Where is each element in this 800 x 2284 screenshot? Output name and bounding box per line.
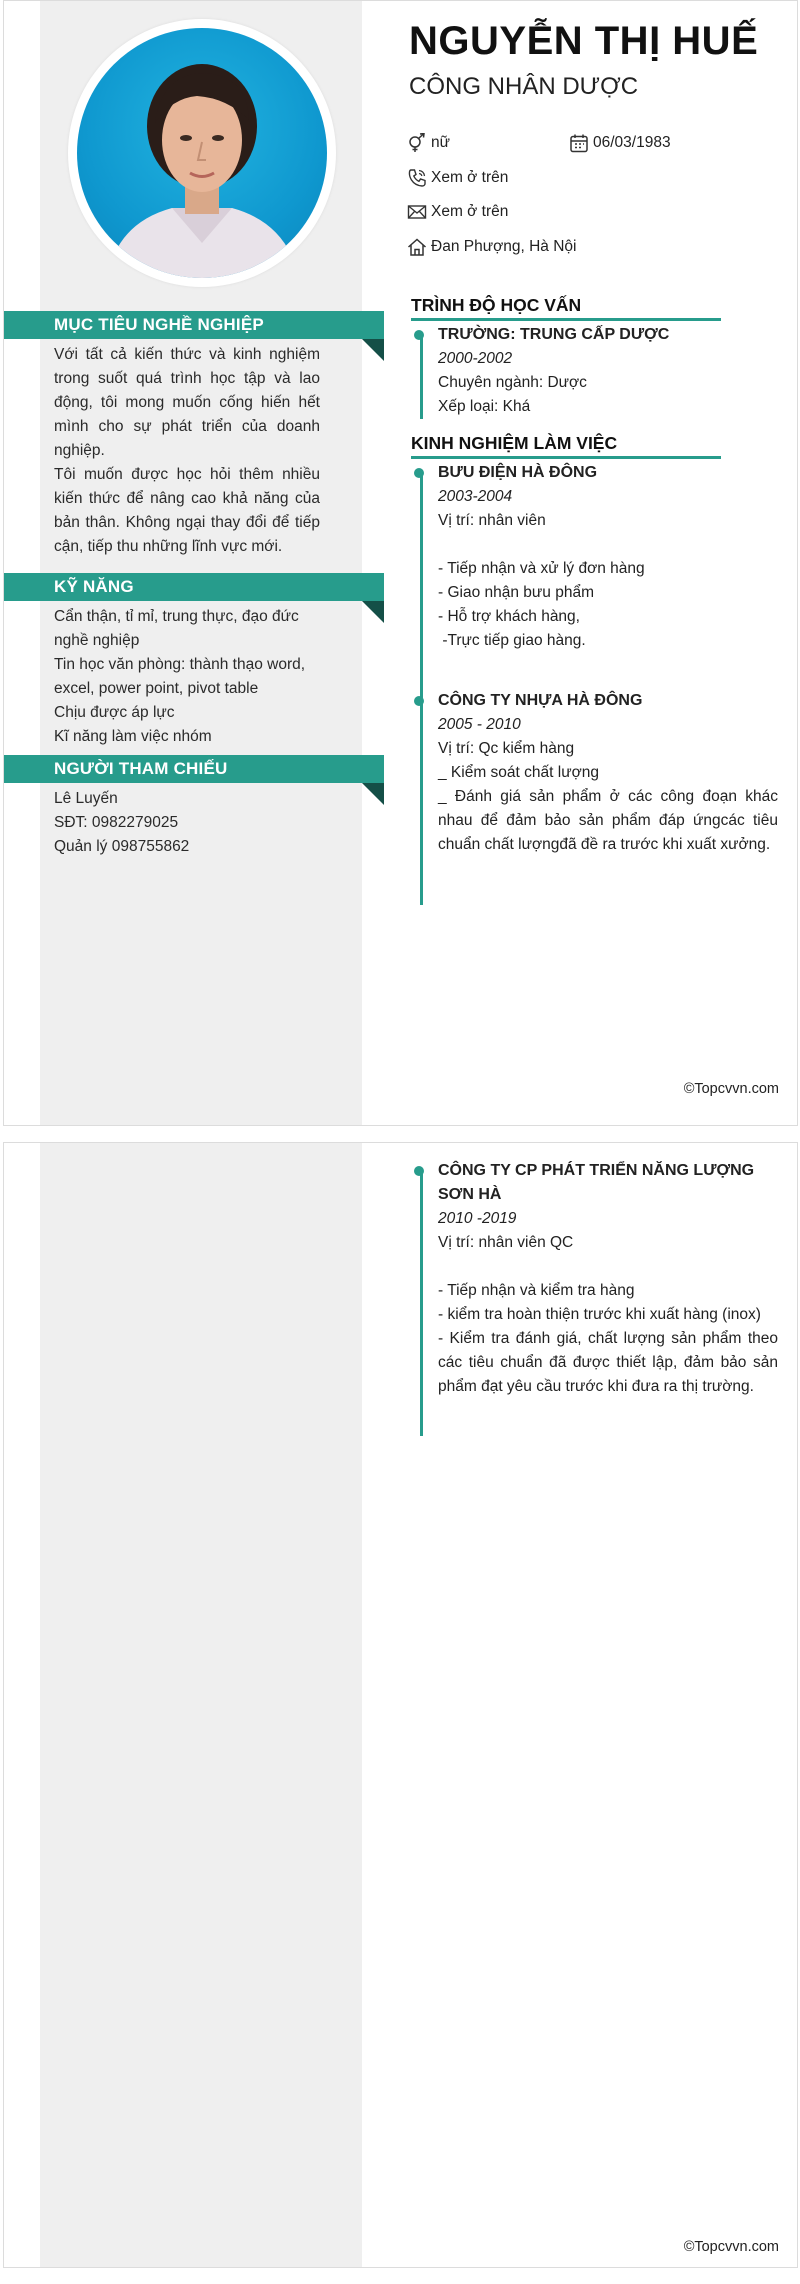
heading-fold [362,339,384,361]
skill-item: Chịu được áp lực [54,704,175,721]
education-period: 2000-2002 [438,350,513,367]
skill-item: Kĩ năng làm việc nhóm [54,728,212,745]
calendar-icon [569,133,589,153]
address-value: Đan Phượng, Hà Nội [431,238,577,255]
footer-watermark: ©Topcvvn.com [683,2239,779,2255]
experience-line: - kiểm tra hoàn thiện trước khi xuất hàng (inox) [438,1306,761,1323]
experience-period: 2005 - 2010 [438,716,521,733]
gender-icon [407,133,427,153]
candidate-name: NGUYỄN THỊ HUẾ [409,19,759,63]
skill-item: Cẩn thận, tỉ mỉ, trung thực, đạo đức nghề nghiệp [54,608,299,649]
company-name: CÔNG TY NHỰA HÀ ĐÔNG [438,692,643,709]
experience-heading: KINH NGHIỆM LÀM VIỆC [411,433,721,459]
objective-text [54,343,320,559]
experience-line: - Tiếp nhận và kiểm tra hàng [438,1282,635,1299]
experience-period: 2003-2004 [438,488,513,505]
experience-line: - Kiểm tra đánh giá, chất lượng sản phẩm theo các tiêu chuẩn đã được thiết lập, đảm bảo sản phẩm đạt yêu cầu trước khi đưa ra thị trường. [438,1330,783,1395]
gender-value: nữ [431,134,450,151]
company-name: BƯU ĐIỆN HÀ ĐÔNG [438,464,598,481]
experience-entry [438,1159,783,1399]
experience-line: Vị trí: nhân viên QC [438,1234,574,1251]
school-name: TRƯỜNG: TRUNG CẤP DƯỢC [438,326,670,343]
experience-timeline [420,471,423,905]
objective-paragraph: Tôi muốn được học hỏi thêm nhiều kiến thức để nâng cao khả năng của bản thân. Không ngại thay đổi để tiếp cận, tiếp thu những lĩnh vực mới. [54,466,320,555]
objective-heading: MỤC TIÊU NGHỀ NGHIỆP [4,311,384,339]
experience-line: - Giao nhận bưu phẩm [438,584,594,601]
references-heading: NGƯỜI THAM CHIẾU [4,755,384,783]
education-major: Chuyên ngành: Dược [438,374,587,391]
birthday-value: 06/03/1983 [593,134,671,151]
sidebar-background [40,1143,362,2267]
experience-line: Vị trí: nhân viên [438,512,546,529]
phone-info [407,167,508,189]
email-info [407,201,508,223]
avatar [77,28,327,278]
experience-line: - Tiếp nhận và xử lý đơn hàng [438,560,645,577]
reference-line: Lê Luyến [54,790,118,807]
experience-line: - Hỗ trợ khách hàng, [438,608,580,625]
birthday-info [569,132,671,154]
phone-value: Xem ở trên [431,169,509,186]
timeline-dot [414,330,424,340]
skill-item: Tin học văn phòng: thành thạo word, excel, power point, pivot table [54,656,306,697]
education-timeline [420,333,423,419]
experience-entry [438,461,778,653]
address-info [407,236,576,258]
education-entry [438,323,778,419]
skills-list [54,605,320,749]
experience-timeline [420,1171,423,1436]
experience-line [438,533,778,557]
phone-icon [407,168,427,188]
avatar-frame [68,19,336,287]
references-list [54,787,320,859]
heading-fold [362,601,384,623]
email-value: Xem ở trên [431,203,509,220]
reference-line: SĐT: 0982279025 [54,814,179,831]
education-heading: TRÌNH ĐỘ HỌC VẤN [411,295,721,321]
home-icon [407,237,427,257]
gender-info [407,132,450,154]
experience-period: 2010 -2019 [438,1210,517,1227]
experience-line: Vị trí: Qc kiểm hàng [438,740,575,757]
company-name: CÔNG TY CP PHÁT TRIỂN NĂNG LƯỢNG SƠN HÀ [438,1162,755,1203]
experience-line [438,1255,778,1279]
experience-entry [438,689,783,857]
education-grade: Xếp loại: Khá [438,398,531,415]
experience-line: -Trực tiếp giao hàng. [438,632,586,649]
cv-page-2 [3,1142,798,2268]
experience-line: _ Kiểm soát chất lượng [438,764,599,781]
reference-line: Quản lý 098755862 [54,838,190,855]
timeline-dot [414,696,424,706]
timeline-dot [414,1166,424,1176]
footer-watermark: ©Topcvvn.com [683,1081,779,1097]
mail-icon [407,202,427,222]
objective-paragraph: Với tất cả kiến thức và kinh nghiệm trong suốt quá trình học tập và lao động, tôi mong muốn cống hiến hết mình cho sự phát triển của doanh nghiệp. [54,346,320,459]
skills-heading: KỸ NĂNG [4,573,384,601]
heading-fold [362,783,384,805]
timeline-dot [414,468,424,478]
experience-line: _ Đánh giá sản phẩm ở các công đoạn khác nhau để đảm bảo sản phẩm đáp ứngcác tiêu chuẩn chất lượngđã đề ra trước khi xuất xưởng. [438,788,783,853]
cv-page-1 [3,0,798,1126]
job-title: CÔNG NHÂN DƯỢC [409,73,639,100]
